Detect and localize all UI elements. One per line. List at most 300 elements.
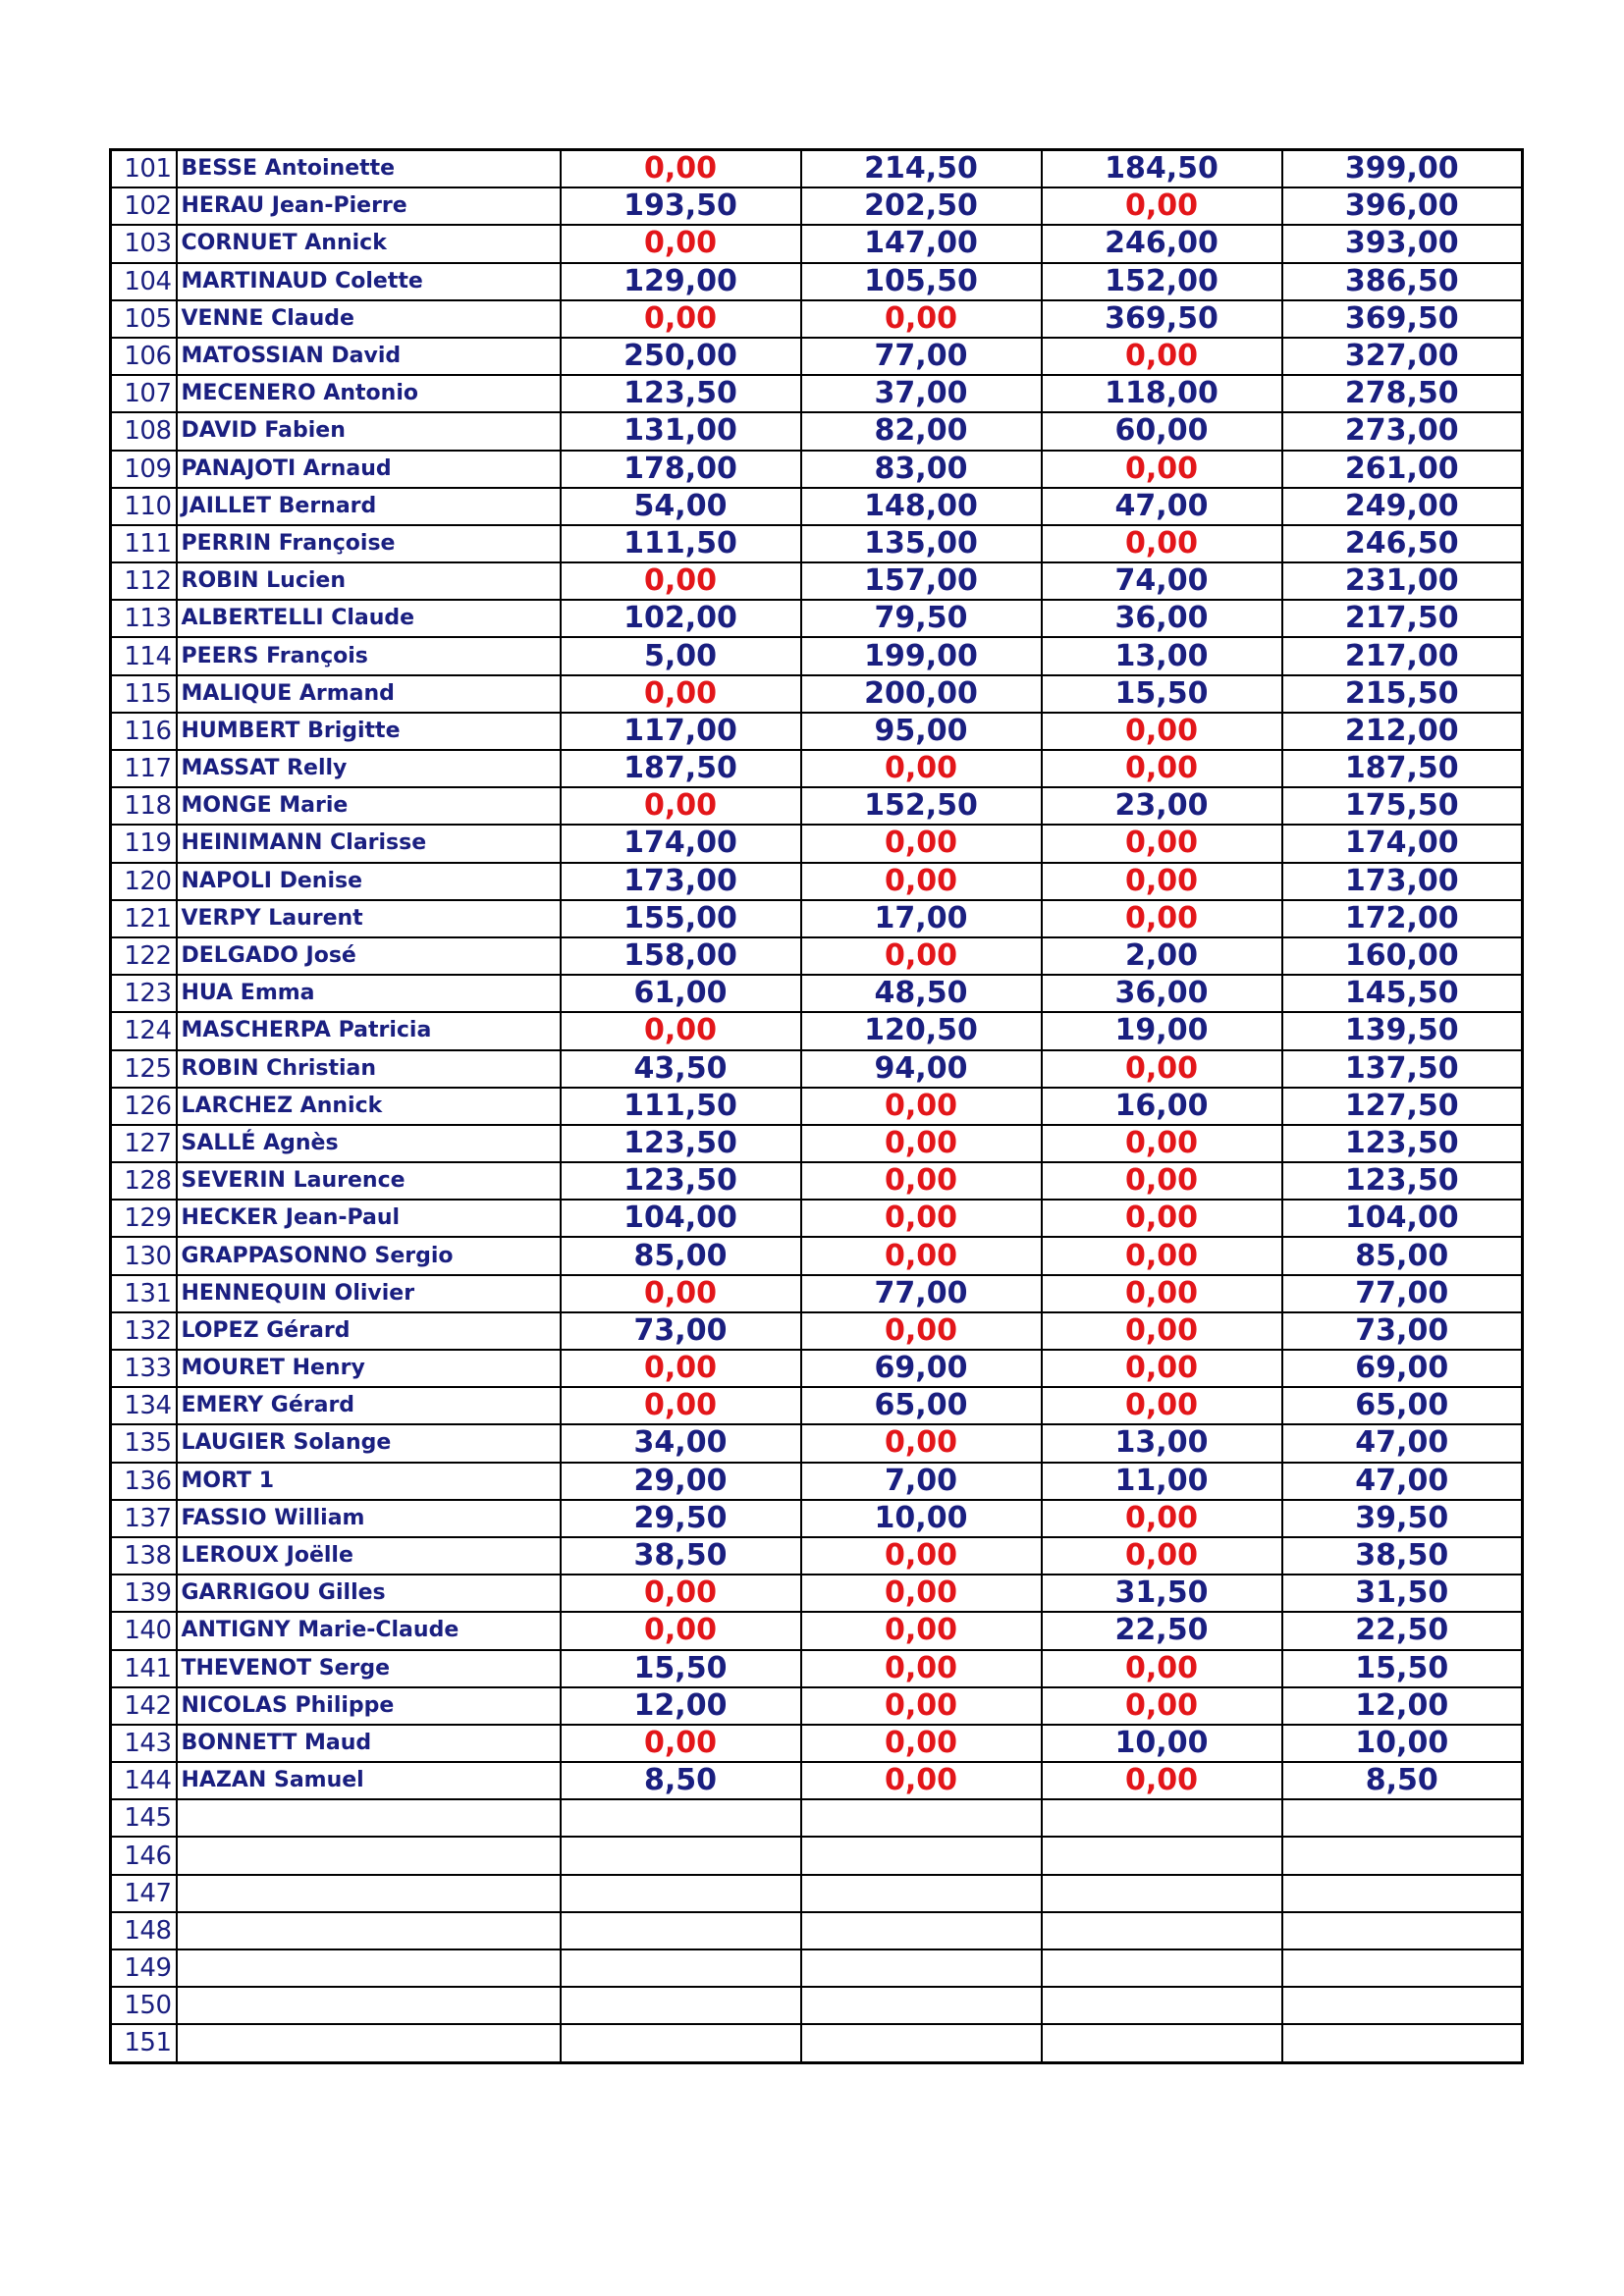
table-row [111, 1575, 1523, 1612]
score-1-cell: 0,00 [561, 1575, 801, 1612]
table-row [111, 825, 1523, 862]
score-2-cell: 152,50 [801, 787, 1042, 825]
rank-cell: 118 [111, 787, 177, 825]
rank-cell: 128 [111, 1162, 177, 1200]
score-1-cell: 0,00 [561, 1725, 801, 1762]
score-3-cell: 0,00 [1042, 451, 1282, 488]
name-cell: SALLÉ Agnès [177, 1125, 561, 1162]
table-row [111, 675, 1523, 713]
rank-cell: 139 [111, 1575, 177, 1612]
table-row [111, 1275, 1523, 1312]
rank-cell: 103 [111, 225, 177, 262]
total-cell [1282, 1912, 1523, 1949]
total-cell: 65,00 [1282, 1387, 1523, 1424]
name-cell [177, 1875, 561, 1912]
score-2-cell: 0,00 [801, 750, 1042, 787]
score-3-cell: 246,00 [1042, 225, 1282, 262]
name-cell: MONGE Marie [177, 787, 561, 825]
score-3-cell: 0,00 [1042, 1350, 1282, 1387]
score-3-cell: 0,00 [1042, 863, 1282, 900]
name-cell [177, 1837, 561, 1874]
rank-cell: 144 [111, 1762, 177, 1799]
score-2-cell: 10,00 [801, 1500, 1042, 1537]
name-cell: PANAJOTI Arnaud [177, 451, 561, 488]
rank-cell: 149 [111, 1949, 177, 1987]
score-3-cell: 118,00 [1042, 375, 1282, 412]
score-3-cell: 0,00 [1042, 825, 1282, 862]
score-2-cell [801, 1837, 1042, 1874]
name-cell: DAVID Fabien [177, 412, 561, 450]
score-1-cell: 29,50 [561, 1500, 801, 1537]
score-3-cell: 13,00 [1042, 637, 1282, 674]
total-cell: 145,50 [1282, 975, 1523, 1012]
score-1-cell [561, 1799, 801, 1837]
score-3-cell: 13,00 [1042, 1424, 1282, 1462]
table-row [111, 1237, 1523, 1274]
name-cell: THEVENOT Serge [177, 1650, 561, 1687]
table-row [111, 525, 1523, 562]
score-2-cell: 0,00 [801, 1687, 1042, 1725]
total-cell: 278,50 [1282, 375, 1523, 412]
rank-cell: 114 [111, 637, 177, 674]
table-row [111, 637, 1523, 674]
score-2-cell: 135,00 [801, 525, 1042, 562]
score-1-cell: 0,00 [561, 300, 801, 338]
name-cell: BONNETT Maud [177, 1725, 561, 1762]
table-row [111, 451, 1523, 488]
name-cell: DELGADO José [177, 937, 561, 975]
total-cell: 8,50 [1282, 1762, 1523, 1799]
name-cell: GRAPPASONNO Sergio [177, 1237, 561, 1274]
total-cell: 137,50 [1282, 1050, 1523, 1088]
rank-cell: 112 [111, 562, 177, 600]
score-1-cell: 29,00 [561, 1463, 801, 1500]
name-cell: HEINIMANN Clarisse [177, 825, 561, 862]
score-1-cell [561, 2024, 801, 2062]
score-2-cell: 0,00 [801, 825, 1042, 862]
total-cell: 47,00 [1282, 1463, 1523, 1500]
score-1-cell: 123,50 [561, 1162, 801, 1200]
name-cell: LAUGIER Solange [177, 1424, 561, 1462]
name-cell: PERRIN Françoise [177, 525, 561, 562]
score-3-cell: 74,00 [1042, 562, 1282, 600]
score-1-cell: 104,00 [561, 1200, 801, 1237]
score-2-cell: 0,00 [801, 863, 1042, 900]
score-2-cell: 0,00 [801, 1612, 1042, 1649]
rank-cell: 119 [111, 825, 177, 862]
score-1-cell: 111,50 [561, 1088, 801, 1125]
total-cell: 85,00 [1282, 1237, 1523, 1274]
table-row [111, 1125, 1523, 1162]
score-2-cell [801, 1912, 1042, 1949]
score-1-cell: 43,50 [561, 1050, 801, 1088]
total-cell: 399,00 [1282, 150, 1523, 188]
score-3-cell: 15,50 [1042, 675, 1282, 713]
score-3-cell: 10,00 [1042, 1725, 1282, 1762]
rank-cell: 135 [111, 1424, 177, 1462]
score-1-cell: 187,50 [561, 750, 801, 787]
name-cell [177, 1949, 561, 1987]
name-cell: HAZAN Samuel [177, 1762, 561, 1799]
score-3-cell: 47,00 [1042, 488, 1282, 525]
score-1-cell: 38,50 [561, 1537, 801, 1575]
rank-cell: 101 [111, 150, 177, 188]
score-1-cell: 0,00 [561, 1350, 801, 1387]
name-cell: LOPEZ Gérard [177, 1312, 561, 1350]
score-3-cell [1042, 2024, 1282, 2062]
total-cell: 172,00 [1282, 900, 1523, 937]
score-2-cell [801, 1949, 1042, 1987]
name-cell [177, 1912, 561, 1949]
score-3-cell: 36,00 [1042, 975, 1282, 1012]
total-cell: 22,50 [1282, 1612, 1523, 1649]
score-1-cell [561, 1949, 801, 1987]
total-cell: 123,50 [1282, 1125, 1523, 1162]
table-row [111, 1650, 1523, 1687]
name-cell: MALIQUE Armand [177, 675, 561, 713]
total-cell: 77,00 [1282, 1275, 1523, 1312]
rank-cell: 107 [111, 375, 177, 412]
total-cell [1282, 1837, 1523, 1874]
score-3-cell [1042, 1949, 1282, 1987]
total-cell: 187,50 [1282, 750, 1523, 787]
score-3-cell [1042, 1987, 1282, 2024]
score-3-cell [1042, 1799, 1282, 1837]
table-row [111, 1987, 1523, 2024]
table-row [111, 1912, 1523, 1949]
rank-cell: 137 [111, 1500, 177, 1537]
score-1-cell: 85,00 [561, 1237, 801, 1274]
total-cell: 73,00 [1282, 1312, 1523, 1350]
score-2-cell: 0,00 [801, 300, 1042, 338]
name-cell: CORNUET Annick [177, 225, 561, 262]
score-3-cell: 0,00 [1042, 1312, 1282, 1350]
score-3-cell: 0,00 [1042, 338, 1282, 375]
table-row [111, 225, 1523, 262]
score-3-cell: 0,00 [1042, 1537, 1282, 1575]
table-row [111, 1875, 1523, 1912]
table-row [111, 600, 1523, 637]
table-row [111, 1312, 1523, 1350]
table-row [111, 900, 1523, 937]
name-cell: MATOSSIAN David [177, 338, 561, 375]
score-2-cell: 48,50 [801, 975, 1042, 1012]
total-cell: 386,50 [1282, 263, 1523, 300]
score-2-cell: 17,00 [801, 900, 1042, 937]
rank-cell: 109 [111, 451, 177, 488]
score-1-cell: 61,00 [561, 975, 801, 1012]
total-cell [1282, 1875, 1523, 1912]
name-cell [177, 2024, 561, 2062]
rank-cell: 143 [111, 1725, 177, 1762]
score-1-cell: 131,00 [561, 412, 801, 450]
rank-cell: 106 [111, 338, 177, 375]
name-cell [177, 1987, 561, 2024]
name-cell: MOURET Henry [177, 1350, 561, 1387]
score-1-cell: 34,00 [561, 1424, 801, 1462]
score-1-cell: 0,00 [561, 675, 801, 713]
score-1-cell: 158,00 [561, 937, 801, 975]
total-cell: 15,50 [1282, 1650, 1523, 1687]
table-row [111, 937, 1523, 975]
table-row [111, 412, 1523, 450]
score-3-cell: 369,50 [1042, 300, 1282, 338]
score-3-cell: 23,00 [1042, 787, 1282, 825]
total-cell: 369,50 [1282, 300, 1523, 338]
total-cell: 174,00 [1282, 825, 1523, 862]
score-2-cell [801, 1875, 1042, 1912]
score-3-cell: 31,50 [1042, 1575, 1282, 1612]
score-1-cell: 123,50 [561, 375, 801, 412]
total-cell: 231,00 [1282, 562, 1523, 600]
score-1-cell: 54,00 [561, 488, 801, 525]
score-1-cell: 123,50 [561, 1125, 801, 1162]
score-3-cell: 0,00 [1042, 1387, 1282, 1424]
score-2-cell: 147,00 [801, 225, 1042, 262]
rank-cell: 113 [111, 600, 177, 637]
score-3-cell: 0,00 [1042, 750, 1282, 787]
score-2-cell: 79,50 [801, 600, 1042, 637]
name-cell: ANTIGNY Marie-Claude [177, 1612, 561, 1649]
rank-cell: 126 [111, 1088, 177, 1125]
table-row [111, 1350, 1523, 1387]
score-3-cell: 0,00 [1042, 1275, 1282, 1312]
table-row [111, 863, 1523, 900]
total-cell: 69,00 [1282, 1350, 1523, 1387]
score-1-cell: 0,00 [561, 225, 801, 262]
rank-cell: 145 [111, 1799, 177, 1837]
rank-cell: 102 [111, 187, 177, 225]
table-row [111, 1500, 1523, 1537]
table-row [111, 562, 1523, 600]
score-3-cell: 0,00 [1042, 1687, 1282, 1725]
table-row [111, 488, 1523, 525]
score-2-cell [801, 1799, 1042, 1837]
rank-cell: 124 [111, 1012, 177, 1049]
total-cell [1282, 1987, 1523, 2024]
table-row [111, 187, 1523, 225]
score-3-cell [1042, 1912, 1282, 1949]
rank-cell: 132 [111, 1312, 177, 1350]
score-2-cell: 0,00 [801, 1424, 1042, 1462]
name-cell: GARRIGOU Gilles [177, 1575, 561, 1612]
score-3-cell: 22,50 [1042, 1612, 1282, 1649]
score-3-cell: 0,00 [1042, 1125, 1282, 1162]
total-cell: 139,50 [1282, 1012, 1523, 1049]
name-cell: MARTINAUD Colette [177, 263, 561, 300]
table-row [111, 1837, 1523, 1874]
total-cell: 31,50 [1282, 1575, 1523, 1612]
table-row [111, 1687, 1523, 1725]
score-2-cell: 0,00 [801, 1162, 1042, 1200]
total-cell [1282, 2024, 1523, 2062]
score-2-cell: 0,00 [801, 1575, 1042, 1612]
score-3-cell: 11,00 [1042, 1463, 1282, 1500]
table-row [111, 1387, 1523, 1424]
score-1-cell: 0,00 [561, 1275, 801, 1312]
table-row [111, 975, 1523, 1012]
score-3-cell: 0,00 [1042, 900, 1282, 937]
table-row [111, 300, 1523, 338]
score-2-cell: 148,00 [801, 488, 1042, 525]
total-cell: 393,00 [1282, 225, 1523, 262]
total-cell: 127,50 [1282, 1088, 1523, 1125]
score-2-cell: 0,00 [801, 1725, 1042, 1762]
rank-cell: 134 [111, 1387, 177, 1424]
rank-cell: 115 [111, 675, 177, 713]
table-row [111, 1200, 1523, 1237]
total-cell: 39,50 [1282, 1500, 1523, 1537]
score-1-cell: 111,50 [561, 525, 801, 562]
total-cell: 10,00 [1282, 1725, 1523, 1762]
score-1-cell: 0,00 [561, 787, 801, 825]
name-cell: ROBIN Lucien [177, 562, 561, 600]
table-row [111, 1799, 1523, 1837]
table-row [111, 1012, 1523, 1049]
score-1-cell: 0,00 [561, 1387, 801, 1424]
name-cell [177, 1799, 561, 1837]
score-2-cell: 214,50 [801, 150, 1042, 188]
score-3-cell [1042, 1875, 1282, 1912]
table-row [111, 2024, 1523, 2062]
score-3-cell [1042, 1837, 1282, 1874]
rank-cell: 129 [111, 1200, 177, 1237]
score-2-cell: 65,00 [801, 1387, 1042, 1424]
rank-cell: 131 [111, 1275, 177, 1312]
score-3-cell: 0,00 [1042, 713, 1282, 750]
rank-cell: 136 [111, 1463, 177, 1500]
total-cell [1282, 1949, 1523, 1987]
total-cell: 327,00 [1282, 338, 1523, 375]
score-2-cell: 95,00 [801, 713, 1042, 750]
score-1-cell: 174,00 [561, 825, 801, 862]
score-2-cell: 77,00 [801, 338, 1042, 375]
score-2-cell: 0,00 [801, 1312, 1042, 1350]
table-row [111, 1612, 1523, 1649]
score-3-cell: 36,00 [1042, 600, 1282, 637]
score-3-cell: 0,00 [1042, 1050, 1282, 1088]
score-1-cell: 173,00 [561, 863, 801, 900]
table-row [111, 750, 1523, 787]
table-row [111, 1162, 1523, 1200]
total-cell: 246,50 [1282, 525, 1523, 562]
table-row [111, 1537, 1523, 1575]
score-1-cell: 117,00 [561, 713, 801, 750]
name-cell: EMERY Gérard [177, 1387, 561, 1424]
score-2-cell: 0,00 [801, 1088, 1042, 1125]
table-row [111, 1725, 1523, 1762]
score-3-cell: 0,00 [1042, 1762, 1282, 1799]
ranking-table [109, 148, 1524, 2064]
name-cell: LARCHEZ Annick [177, 1088, 561, 1125]
rank-cell: 133 [111, 1350, 177, 1387]
rank-cell: 147 [111, 1875, 177, 1912]
rank-cell: 150 [111, 1987, 177, 2024]
score-3-cell: 0,00 [1042, 1237, 1282, 1274]
score-1-cell: 5,00 [561, 637, 801, 674]
rank-cell: 116 [111, 713, 177, 750]
score-2-cell: 0,00 [801, 937, 1042, 975]
name-cell: VERPY Laurent [177, 900, 561, 937]
score-3-cell: 152,00 [1042, 263, 1282, 300]
score-1-cell: 102,00 [561, 600, 801, 637]
score-1-cell: 0,00 [561, 150, 801, 188]
score-1-cell: 129,00 [561, 263, 801, 300]
rank-cell: 121 [111, 900, 177, 937]
table-row [111, 375, 1523, 412]
score-2-cell: 202,50 [801, 187, 1042, 225]
name-cell: FASSIO William [177, 1500, 561, 1537]
name-cell: NICOLAS Philippe [177, 1687, 561, 1725]
name-cell: PEERS François [177, 637, 561, 674]
total-cell: 249,00 [1282, 488, 1523, 525]
rank-cell: 148 [111, 1912, 177, 1949]
total-cell: 212,00 [1282, 713, 1523, 750]
score-2-cell: 120,50 [801, 1012, 1042, 1049]
name-cell: BESSE Antoinette [177, 150, 561, 188]
score-2-cell: 0,00 [801, 1762, 1042, 1799]
rank-cell: 117 [111, 750, 177, 787]
name-cell: HUA Emma [177, 975, 561, 1012]
total-cell: 273,00 [1282, 412, 1523, 450]
score-1-cell: 0,00 [561, 1012, 801, 1049]
name-cell: VENNE Claude [177, 300, 561, 338]
total-cell: 175,50 [1282, 787, 1523, 825]
score-2-cell: 105,50 [801, 263, 1042, 300]
name-cell: ROBIN Christian [177, 1050, 561, 1088]
total-cell: 47,00 [1282, 1424, 1523, 1462]
score-3-cell: 0,00 [1042, 1650, 1282, 1687]
name-cell: SEVERIN Laurence [177, 1162, 561, 1200]
table-row [111, 1050, 1523, 1088]
score-3-cell: 0,00 [1042, 1200, 1282, 1237]
score-2-cell: 0,00 [801, 1200, 1042, 1237]
score-2-cell: 77,00 [801, 1275, 1042, 1312]
score-2-cell: 0,00 [801, 1125, 1042, 1162]
rank-cell: 123 [111, 975, 177, 1012]
score-1-cell: 250,00 [561, 338, 801, 375]
rank-cell: 127 [111, 1125, 177, 1162]
score-1-cell: 193,50 [561, 187, 801, 225]
score-1-cell: 15,50 [561, 1650, 801, 1687]
total-cell: 217,00 [1282, 637, 1523, 674]
score-2-cell: 37,00 [801, 375, 1042, 412]
table-row [111, 338, 1523, 375]
score-3-cell: 60,00 [1042, 412, 1282, 450]
score-2-cell: 82,00 [801, 412, 1042, 450]
table-row [111, 1424, 1523, 1462]
rank-cell: 120 [111, 863, 177, 900]
total-cell: 396,00 [1282, 187, 1523, 225]
table-row [111, 1949, 1523, 1987]
total-cell: 160,00 [1282, 937, 1523, 975]
name-cell: JAILLET Bernard [177, 488, 561, 525]
score-1-cell: 73,00 [561, 1312, 801, 1350]
ranking-table-body [111, 150, 1523, 2063]
score-2-cell [801, 2024, 1042, 2062]
name-cell: HUMBERT Brigitte [177, 713, 561, 750]
score-1-cell [561, 1912, 801, 1949]
table-row [111, 1463, 1523, 1500]
table-row [111, 150, 1523, 188]
score-3-cell: 2,00 [1042, 937, 1282, 975]
score-3-cell: 19,00 [1042, 1012, 1282, 1049]
score-1-cell: 0,00 [561, 1612, 801, 1649]
score-2-cell: 0,00 [801, 1237, 1042, 1274]
name-cell: MASSAT Relly [177, 750, 561, 787]
score-2-cell: 0,00 [801, 1650, 1042, 1687]
table-row [111, 713, 1523, 750]
